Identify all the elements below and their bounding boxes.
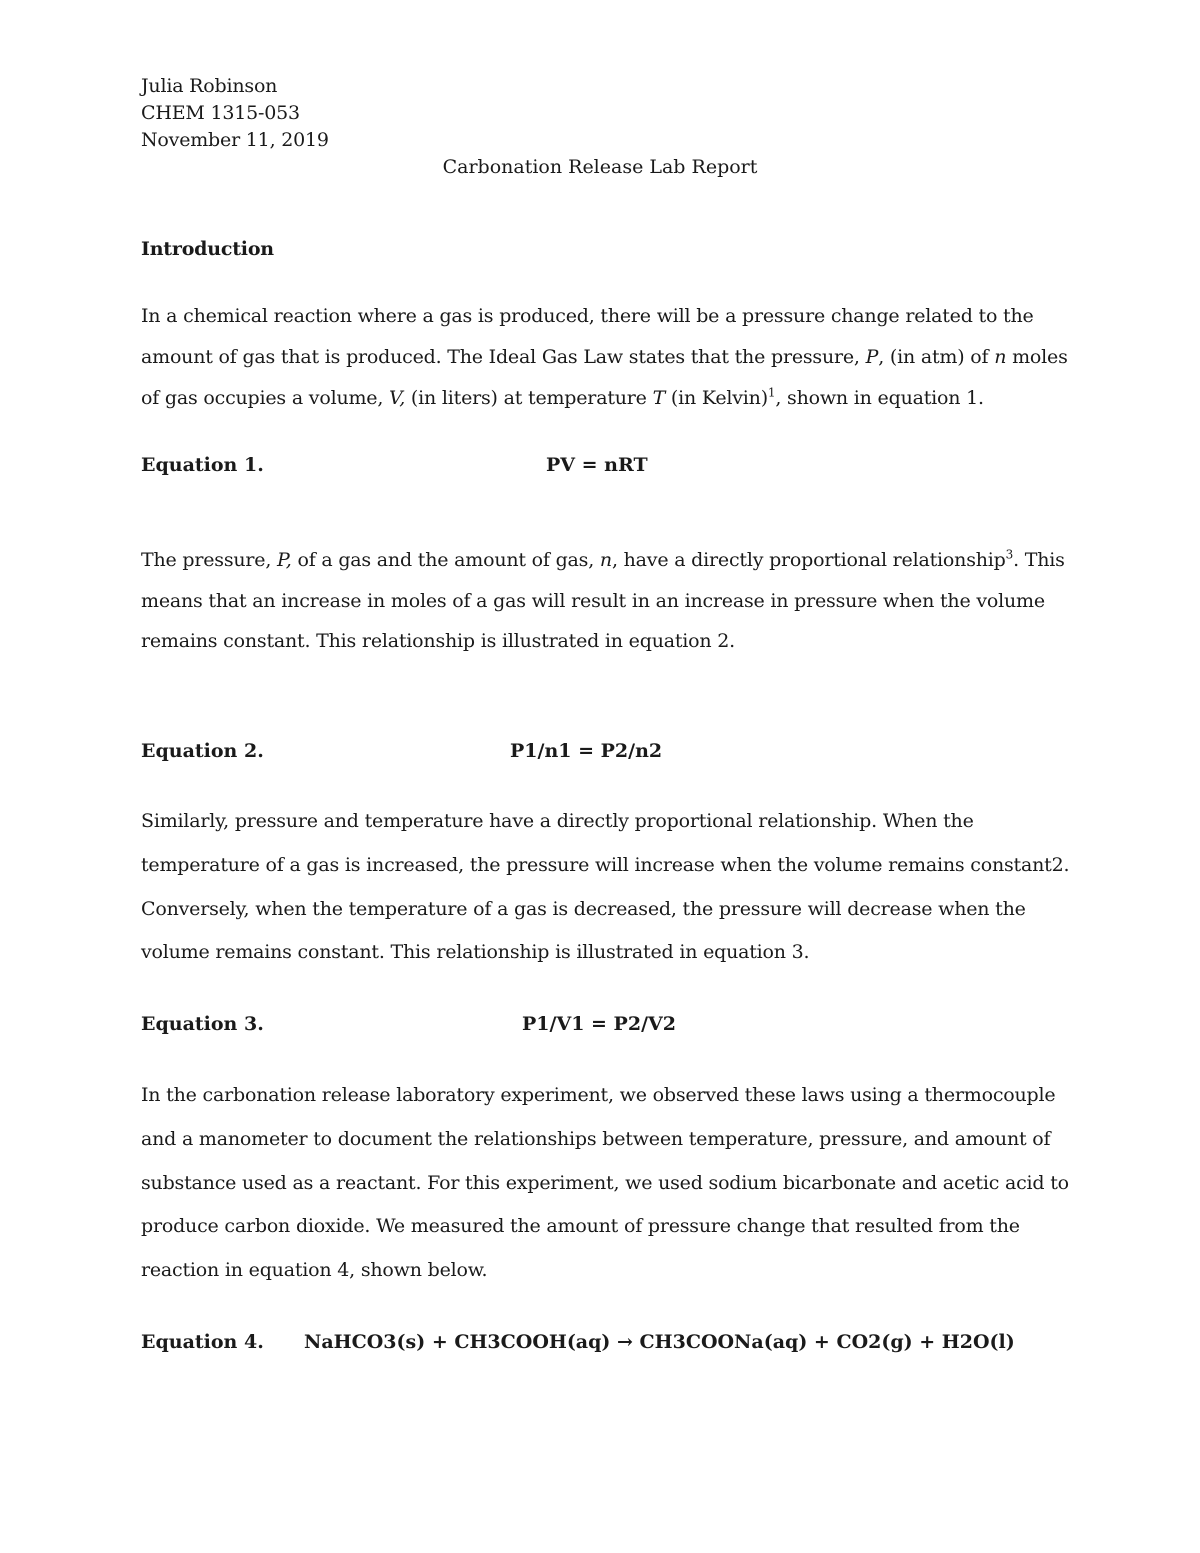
paragraph-4-line-2: and a manometer to document the relationships between temperature, pressure, and amount of: [141, 1128, 1051, 1150]
equation-1-label: Equation 1.: [141, 454, 264, 476]
equation-3-formula: P1/V1 = P2/V2: [522, 1013, 676, 1035]
paragraph-2-line-1: The pressure, P, of a gas and the amount of gas, n, have a directly proportional relationship$^3$. This: [141, 547, 1065, 571]
paragraph-1-line-3: of gas occupies a volume, V, (in liters) at temperature T (in Kelvin)$^1$, shown in equation 1.: [141, 385, 984, 409]
paragraph-3-line-4: volume remains constant. This relationship is illustrated in equation 3.: [141, 941, 810, 963]
paragraph-4-line-1: In the carbonation release laboratory experiment, we observed these laws using a thermocouple: [141, 1084, 1056, 1106]
paragraph-4-line-4: produce carbon dioxide. We measured the amount of pressure change that resulted from the: [141, 1215, 1020, 1237]
paragraph-3-line-2: temperature of a gas is increased, the pressure will increase when the volume remains constant2.: [141, 854, 1070, 876]
equation-1-formula: PV = nRT: [546, 454, 648, 476]
paragraph-2-line-3: remains constant. This relationship is illustrated in equation 2.: [141, 630, 736, 652]
paragraph-1-line-2: amount of gas that is produced. The Ideal Gas Law states that the pressure, P, (in atm) of n moles: [141, 346, 1068, 368]
equation-2-label: Equation 2.: [141, 740, 264, 762]
author-name: Julia Robinson: [141, 75, 278, 97]
paragraph-1-line-1: In a chemical reaction where a gas is produced, there will be a pressure change related to the: [141, 305, 1034, 327]
course-code: CHEM 1315-053: [141, 102, 300, 124]
equation-3-label: Equation 3.: [141, 1013, 264, 1035]
paragraph-2-line-2: means that an increase in moles of a gas will result in an increase in pressure when the volume: [141, 590, 1045, 612]
document-title: Carbonation Release Lab Report: [442, 156, 758, 178]
report-date: November 11, 2019: [141, 129, 329, 151]
paragraph-4-line-5: reaction in equation 4, shown below.: [141, 1259, 488, 1281]
section-heading-introduction: Introduction: [141, 238, 274, 260]
paragraph-3-line-3: Conversely, when the temperature of a gas is decreased, the pressure will decrease when the: [141, 898, 1026, 920]
equation-4-label: Equation 4.: [141, 1331, 264, 1353]
equation-4-formula: NaHCO3(s) + CH3COOH(aq) → CH3COONa(aq) + CO2(g) + H2O(l): [304, 1331, 1015, 1353]
paragraph-3-line-1: Similarly, pressure and temperature have a directly proportional relationship. When the: [141, 810, 974, 832]
equation-2-formula: P1/n1 = P2/n2: [510, 740, 663, 762]
paragraph-4-line-3: substance used as a reactant. For this experiment, we used sodium bicarbonate and acetic acid to: [141, 1172, 1069, 1194]
